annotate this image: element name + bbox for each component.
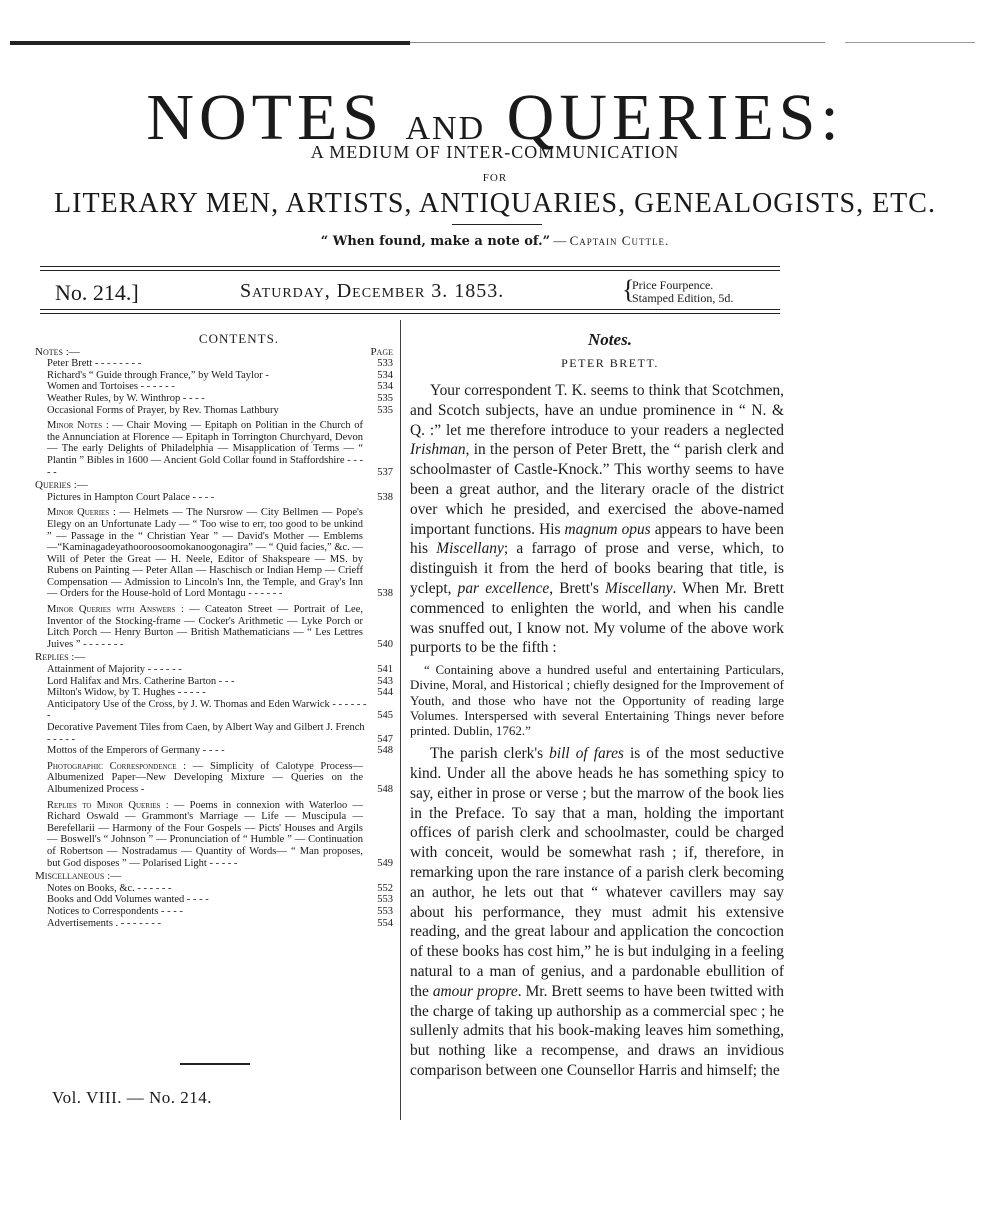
contents-entry: Pictures in Hampton Court Palace - - - - 538 — [47, 491, 393, 503]
motto-dash: — — [553, 233, 567, 248]
misc-section-label: Miscellaneous :— — [35, 870, 122, 883]
top-rule — [10, 41, 410, 45]
contents-entry: Richard's “ Guide through France,” by Weld Taylor - 534 — [47, 369, 393, 381]
contents-entry: Milton's Widow, by T. Hughes - - - - - 544 — [47, 687, 393, 699]
contents-entry: Occasional Forms of Prayer, by Rev. Thomas Lathbury 535 — [47, 404, 393, 416]
article-title: PETER BRETT. — [561, 356, 659, 370]
top-rule-thin — [410, 42, 825, 43]
article-body — [410, 381, 784, 1081]
title-notes: NOTES — [146, 81, 384, 154]
contents-entry: Weather Rules, by W. Winthrop - - - - 535 — [47, 392, 393, 404]
minor-notes-block: Minor Notes : — Chair Moving — Epitaph on Politian in the Church of the Annunciation at Florence — Epitaph in Torrington Churchyard, Devon — The early Delights of Philadelphia — Misapplication of Terms — “ Plantin ” Bibles in 1600 — Ancient Gold Collar found in Staffordshire - - - - - 537 — [47, 420, 393, 478]
contents-entry: Anticipatory Use of the Cross, by J. W. Thomas and Eden Warwick - - - - - - - 545 — [47, 698, 393, 722]
motto-quote: “ When found, make a note of.” — [320, 234, 551, 249]
motto-author: Captain Cuttle. — [569, 233, 670, 248]
issue-rule-top-1 — [40, 266, 780, 267]
contents-entry: Books and Odd Volumes wanted - - - - 553 — [47, 894, 393, 906]
contents-entry: Attainment of Majority - - - - - - 541 — [47, 664, 393, 676]
masthead-divider — [452, 224, 542, 225]
column-divider — [400, 320, 401, 1120]
volume-line: Vol. VIII. — No. 214. — [52, 1088, 213, 1107]
price-block — [622, 275, 734, 305]
contents-entry: Decorative Pavement Tiles from Caen, by Albert Way and Gilbert J. French - - - - - 547 — [47, 722, 393, 745]
replies-list — [35, 664, 393, 757]
contents-entry: Mottos of the Emperors of Germany - - - - 548 — [47, 745, 393, 757]
block-quote: “ Containing above a hundred useful and entertaining Particulars, Divine, Moral, and Historical ; chiefly designed for the Improvement of Youth, and those who have not the Opportunity of reading large Volumes. Interspersed with several Entertaining Things never before printed. Dublin, 1762.” — [410, 662, 785, 738]
issue-date: Saturday, December 3. 1853. — [240, 280, 505, 302]
notes-section-heading: Notes. — [588, 330, 632, 349]
paragraph: The parish clerk's bill of fares is of the most seductive kind. Under all the above heads he has something spicy to say, either in prose or verse ; but the marrow of the book lies in the Preface. To say that a man, holding the important offices of parish clerk and schoolmaster, could be charged with conceit, would be somewhat rash ; if, therefore, in remarking upon the rare instance of a parish clerk becoming an author, he lets out that “ whatever cavillers may say about his performance, they must admit his extensive reading, and the great labour and application the concoction of these books has cost him,” he is but indulging in a feeling natural to a man of genius, and a pardonable ebullition of the amour propre. Mr. Brett seems to have been twitted with the charge of taking up authorship as a commercial spec ; he sullenly admits that his book-making leaves him something, but nothing like a recompense, and draws an invidious comparison between one Counsellor Harris and himself; the — [410, 745, 784, 1079]
photographic-block: Photographic Correspondence : — Simplicity of Calotype Process—Albumenized Paper—New Developing Mixture — Queries on the Albumenized Process - 548 — [47, 760, 393, 795]
contents-entry: Women and Tortoises - - - - - - 534 — [47, 381, 393, 393]
contents-entry: Peter Brett - - - - - - - - 533 — [47, 358, 393, 370]
minor-queries-answers-block: Minor Queries with Answers : — Cateaton Street — Portrait of Lee, Inventor of the Stocking-frame — Cocker's Arithmetic — Lyke Porch or Litch Porch — Henry Burton — British Mathematicians — “ Les Lettres Juives ” - - - - - - - 540 — [47, 604, 393, 650]
motto — [0, 233, 990, 249]
misc-list — [35, 883, 393, 929]
subtitle-audience: LITERARY MEN, ARTISTS, ANTIQUARIES, GENEALOGISTS, ETC. — [54, 188, 936, 219]
issue-rule-bottom-2 — [40, 313, 780, 314]
issue-rule-bottom-1 — [40, 309, 780, 310]
minor-queries-block: Minor Queries : — Helmets — The Nursrow — City Bellmen — Pope's Elegy on an Unfortunate Lady — “ Too wise to err, too good to be unkind ” — Passage in the “ Christian Year ” — David's Mother — Emblems—“Kaminagadeyathooroosoomokanoogonagira” — “ Quid facies,” &c. — Will of Peter the Great — H. Neele, Editor of Shakspeare — MS. by Rubens on Painting — Peter Allan — Haschisch or Indian Hemp — Crieff Compensation — Admission to Lincoln's Inn, the Temple, and Gray's Inn — Orders for the House-hold of Lord Montagu - - - - - - 538 — [47, 507, 393, 600]
replies-section-label: Replies :— — [35, 651, 86, 664]
contents-entry: Notes on Books, &c. - - - - - - 552 — [47, 882, 393, 894]
contents-entry: Lord Halifax and Mrs. Catherine Barton - - - 543 — [47, 675, 393, 687]
replies-minor-queries-block: Replies to Minor Queries : — Poems in connexion with Waterloo — Richard Oswald — Grammont's Marriage — Life — Muscipula — Berefellarii — Harmony of the Four Gospels — Picts' Houses and Argils — Boswell's “ Johnson ” — Pronunciation of “ Humble ” — Continuation of Robertson — Nostradamus — Quantity of Words— “ Man proposes, but God disposes ” — Polarised Light - - - - - 549 — [47, 799, 393, 869]
contents-column — [35, 333, 393, 929]
notes-list — [35, 358, 393, 416]
title-queries: QUERIES: — [506, 81, 844, 154]
contents-end-rule — [180, 1063, 250, 1065]
notes-section-label: Notes :— Page — [35, 345, 393, 358]
page-label: Page — [370, 345, 393, 358]
price-line-1: Price Fourpence. — [632, 278, 714, 292]
issue-rule-top-2 — [40, 270, 780, 271]
contents-entry: Notices to Correspondents - - - - 553 — [47, 905, 393, 917]
issue-number: No. 214.] — [55, 280, 139, 305]
paragraph: Your correspondent T. K. seems to think that Scotchmen, and Scotch subjects, have an undue prominence in “ N. & Q. :” let me therefore introduce to your readers a neglected Irishman, in the person of Peter Brett, the “ parish clerk and schoolmaster of Castle-Knock.” This worthy seems to have been a great author, and the literary oracle of the district over which he presided, and exercised the above-named important functions. His magnum opus appears to have been his Miscellany; a farrago of prose and verse, which, to distinguish it from the herd of books bearing that title, is yclept, par excellence, Brett's Miscellany. When Mr. Brett commenced to enlighten the world, and when his candle was snuffed out, I know not. My volume of the above work purports to be the fifth : — [410, 382, 784, 657]
contents-heading: CONTENTS. — [198, 331, 280, 346]
price-line-2: Stamped Edition, 5d. — [632, 291, 734, 305]
top-rule-right — [845, 42, 975, 43]
subtitle-for: FOR — [482, 172, 508, 184]
title-and: AND — [405, 110, 486, 147]
price-brace: { — [622, 275, 635, 304]
queries-section-label: Queries :— — [35, 479, 88, 492]
contents-entry: Advertisements . - - - - - - - 554 — [47, 917, 393, 929]
subtitle-medium: A MEDIUM OF INTER-COMMUNICATION — [310, 142, 680, 162]
